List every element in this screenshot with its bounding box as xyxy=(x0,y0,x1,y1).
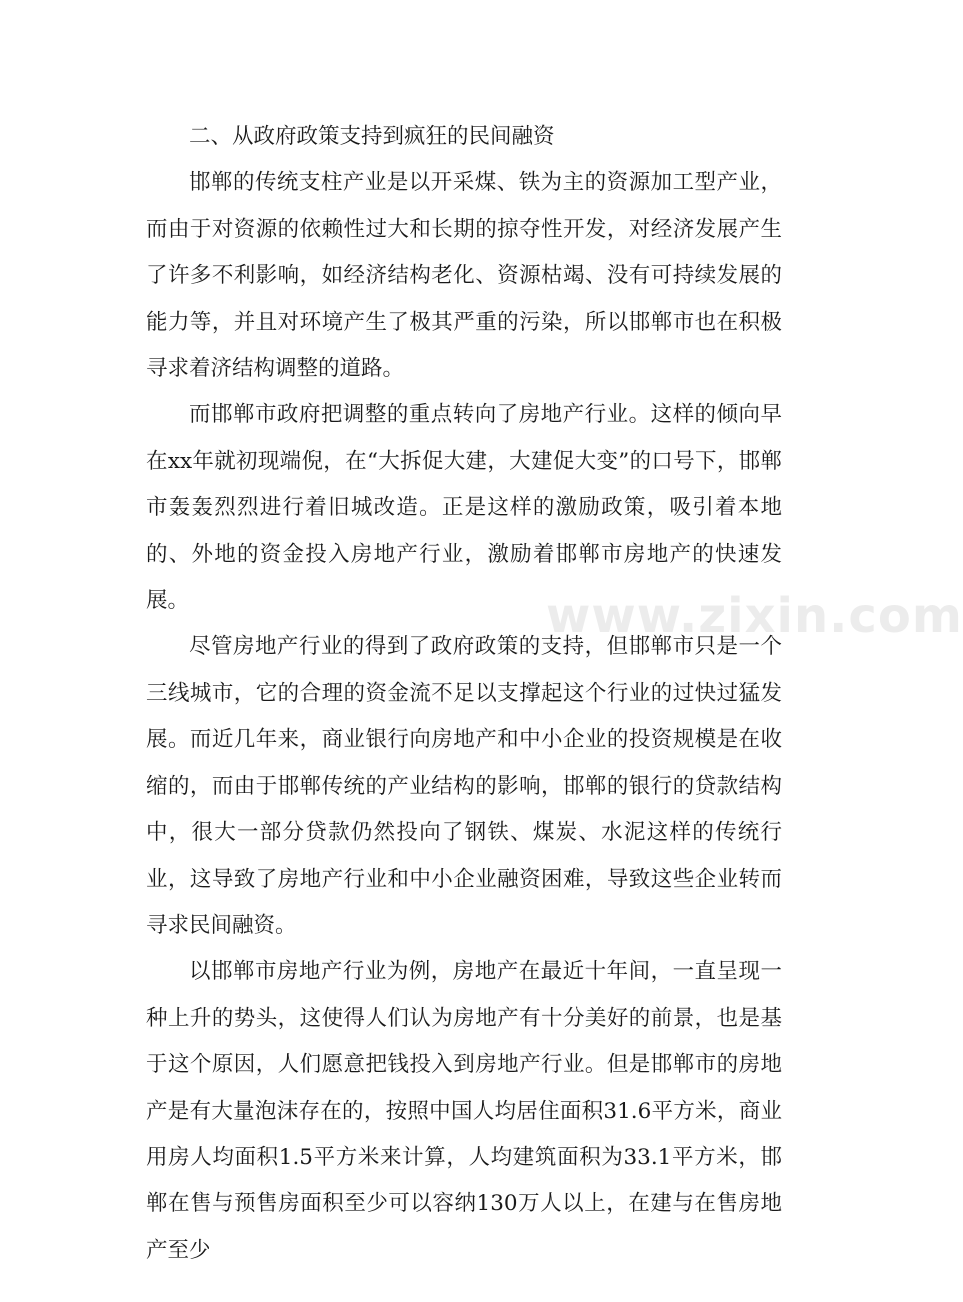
paragraph-3: 尽管房地产行业的得到了政府政策的支持，但邯郸市只是一个三线城市，它的合理的资金流不足以支撑起这个行业的过快过猛发展。而近几年来，商业银行向房地产和中小企业的投资规模是在收缩的，而由于邯郸传统的产业结构的影响，邯郸的银行的贷款结构中，很大一部分贷款仍然投向了钢铁、煤炭、水泥这样的传统行业，这导致了房地产行业和中小企业融资困难，导致这些企业转而寻求民间融资。 xyxy=(146,634,782,938)
paragraph-1: 邯郸的传统支柱产业是以开采煤、铁为主的资源加工型产业，而由于对资源的依赖性过大和长期的掠夺性开发，对经济发展产生了许多不利影响，如经济结构老化、资源枯竭、没有可持续发展的能力等，并且对环境产生了极其严重的污染，所以邯郸市也在积极寻求着济结构调整的道路。 xyxy=(146,170,782,382)
paragraph-4: 以邯郸市房地产行业为例，房地产在最近十年间，一直呈现一种上升的势头，这使得人们认为房地产有十分美好的前景，也是基于这个原因，人们愿意把钱投入到房地产行业。但是邯郸市的房地产是有大量泡沫存在的，按照中国人均居住面积31.6平方米，商业用房人均面积1.5平方米来计算，人均建筑面积为33.1平方米，邯郸在售与预售房面积至少可以容纳130万人以上，在建与在售房地产至少 xyxy=(146,959,782,1263)
watermark: www.zixin.com xyxy=(546,588,963,644)
paragraph-2: 而邯郸市政府把调整的重点转向了房地产行业。这样的倾向早在xx年就初现端倪，在“大拆促大建，大建促大变”的口号下，邯郸市轰轰烈烈进行着旧城改造。正是这样的激励政策，吸引着本地的、外地的资金投入房地产行业，激励着邯郸市房地产的快速发展。 xyxy=(146,402,782,614)
document-body xyxy=(146,114,782,1274)
section-heading: 二、从政府政策支持到疯狂的民间融资 xyxy=(189,124,555,149)
